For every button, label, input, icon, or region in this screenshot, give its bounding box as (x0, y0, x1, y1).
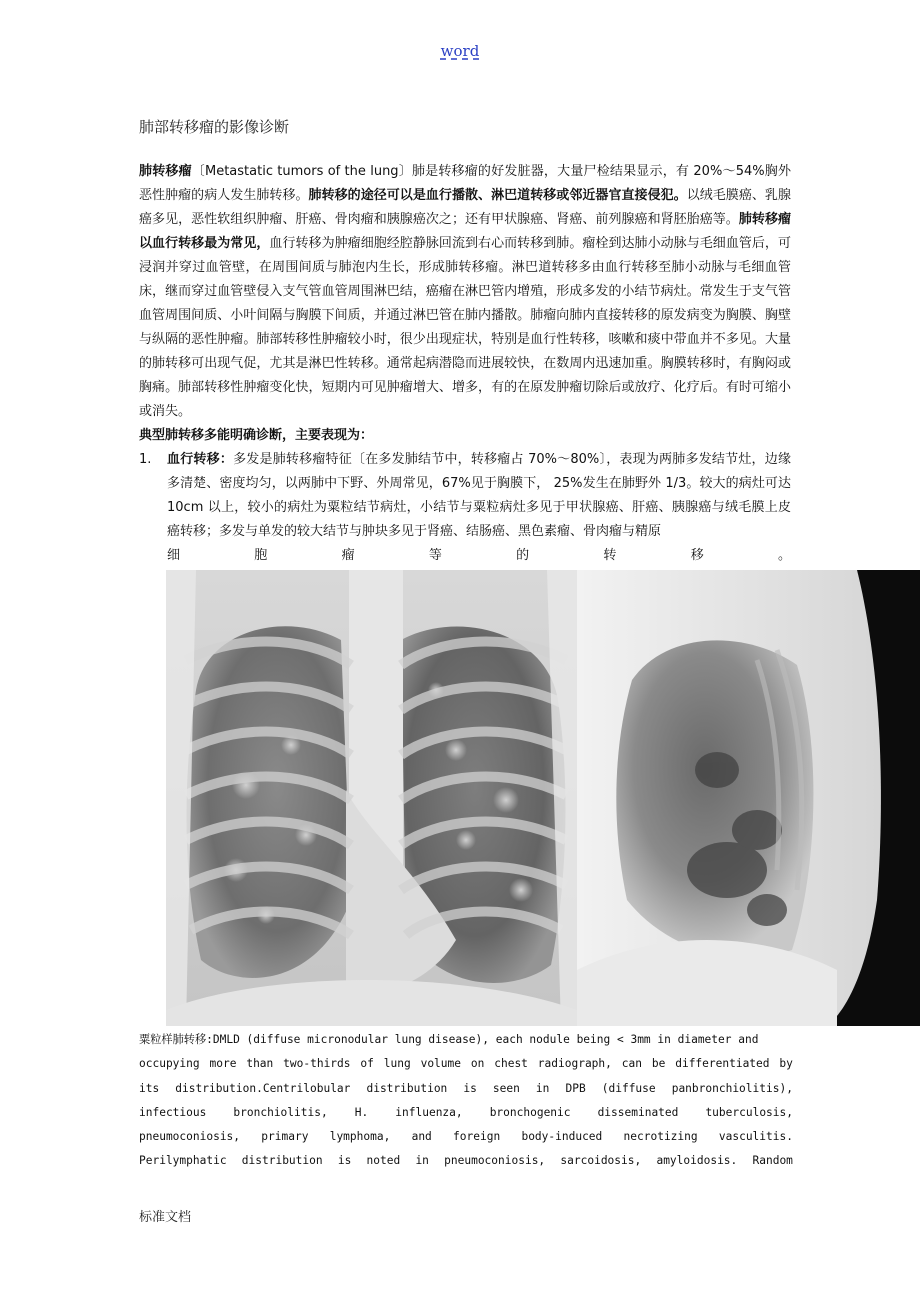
intro-text-1: 肺是转移瘤的好发脏器，大量尸检结果显示，有 20%～54%胸外恶性肿瘤的病人发生肺转移。 (139, 164, 791, 203)
figure-caption (139, 1028, 793, 1174)
xray-figure (166, 570, 920, 1026)
caption-word: vasculitis. (718, 1130, 793, 1144)
lateral-chest-xray-image (577, 570, 920, 1026)
caption-word: by (779, 1057, 793, 1071)
caption-word: foreign (453, 1130, 501, 1144)
caption-word: distribution (366, 1081, 448, 1095)
caption-word: differentiated (675, 1057, 770, 1071)
caption-line (139, 1101, 793, 1125)
list-item-hematogenous (139, 448, 791, 568)
last-line-char: 的 (516, 548, 530, 563)
caption-word: necrotizing (623, 1130, 698, 1144)
intro-text-3: 血行转移为肿瘤细胞经腔静脉回流到右心而转移到肺。瘤栓到达肺小动脉与毛细血管后，可浸润并穿过血管壁，在周围间质与肺泡内生长，形成肺转移瘤。淋巴道转移多由血行转移至肺小动脉与毛细血管床，继而穿过血管壁侵入支气管血管周围淋巴结，癌瘤在淋巴管内增殖，形成多发的小结节病灶。常发生于支气管血管周围间质、小叶间隔与胸膜下间质，并通过淋巴管在肺内播散。肺瘤向肺内直接转移的原发病变为胸膜、胸壁与纵隔的恶性肿瘤。肺部转移性肿瘤较小时，很少出现症状，特别是血行性转移，咳嗽和痰中带血并不多见。大量的肺转移可出现气促，尤其是淋巴性转移。通常起病潜隐而进展较快，在数周内迅速加重。胸膜转移时，有胸闷或胸痛。肺部转移性肿瘤变化快，短期内可见肿瘤增大、增多，有的在原发肿瘤切除后或放疗、化疗后。有时可缩小或消失。 (139, 236, 791, 419)
list-item-last-line (167, 544, 791, 568)
caption-word: bronchogenic (489, 1105, 571, 1119)
intro-text-2: 以绒毛膜癌、乳腺癌多见，恶性软组织肿瘤、肝癌、骨肉瘤和胰腺癌次之；还有甲状腺癌、肾癌、前列腺癌和肾胚胎癌等。 (139, 188, 791, 227)
document-title: 肺部转移瘤的影像诊断 (139, 118, 290, 136)
frontal-chest-xray-image (166, 570, 577, 1026)
caption-word: two-thirds (283, 1057, 351, 1071)
caption-word: in (535, 1081, 550, 1095)
caption-word: amyloidosis. (656, 1154, 738, 1168)
list-item-text (167, 448, 791, 544)
typical-heading (139, 424, 791, 448)
caption-word: disseminated (597, 1105, 679, 1119)
header-word-link[interactable]: word (440, 42, 480, 60)
last-line-char: 移 (690, 548, 704, 563)
caption-word: infectious (139, 1105, 207, 1119)
caption-word: tuberculosis, (705, 1105, 793, 1119)
caption-word: be (651, 1057, 666, 1071)
caption-word: pneumoconiosis, (139, 1130, 241, 1144)
last-line-char: 转 (603, 548, 617, 563)
caption-word: distribution (241, 1154, 323, 1168)
list-number: 1. (139, 452, 152, 467)
intro-bold-1: 肺转移的途径可以是血行播散、淋巴道转移或邻近器官直接侵犯。 (308, 188, 687, 203)
caption-word: body-induced (521, 1130, 603, 1144)
intro-lead-bold: 肺转移瘤 (139, 164, 192, 179)
caption-word: Random (752, 1154, 793, 1168)
intro-bold-2: 肺转移瘤以血行转移最为常见， (139, 212, 791, 251)
caption-word: (diffuse (601, 1081, 656, 1095)
caption-word: occupying (139, 1057, 200, 1071)
last-line-char: 胞 (254, 548, 268, 563)
caption-word: in (415, 1154, 429, 1168)
document-body (139, 160, 791, 568)
caption-word: primary (261, 1130, 309, 1144)
caption-line: 粟粒样肺转移:DMLD (diffuse micronodular lung disease), each nodule being < 3mm in diameter and (139, 1033, 759, 1046)
caption-word: and (411, 1130, 432, 1144)
intro-lead-paren: 〔Metastatic tumors of the lung〕 (191, 164, 412, 179)
caption-word: panbronchiolitis), (671, 1081, 793, 1095)
last-line-char: 瘤 (341, 548, 355, 563)
caption-word: lymphoma, (329, 1130, 391, 1144)
caption-word: is (463, 1081, 477, 1095)
caption-word: sarcoidosis, (560, 1154, 642, 1168)
caption-word: can (621, 1057, 642, 1071)
caption-word: distribution.Centrilobular (175, 1081, 351, 1095)
caption-word: influenza, (395, 1105, 463, 1119)
caption-word: is (337, 1154, 352, 1168)
caption-word: noted (366, 1154, 401, 1168)
caption-word: of (360, 1057, 374, 1071)
caption-word: chest (494, 1057, 528, 1071)
caption-word: lung (383, 1057, 411, 1071)
caption-word: more (209, 1057, 237, 1071)
caption-word: on (470, 1057, 485, 1071)
caption-word: its (139, 1081, 160, 1095)
caption-line (139, 1125, 793, 1149)
footer-label: 标准文档 (139, 1210, 192, 1225)
caption-word: DPB (565, 1081, 586, 1095)
list-item-body: 多发是肺转移瘤特征〔在多发肺结节中，转移瘤占 70%～80%〕，表现为两肺多发结节灶，边缘多清楚、密度均匀，以两肺中下野、外周常见，67%见于胸膜下， 25%发生在肺野外 1/3。较大的病灶可达 10cm 以上，较小的病灶为粟粒结节病灶，小结节与粟粒病灶多见于甲状腺癌、肝癌、胰腺癌与绒毛膜上皮癌转移；多发与单发的较大结节与肿块多见于肾癌、结肠癌、黑色素瘤、骨肉瘤与精原 (167, 452, 791, 539)
caption-word: volume (420, 1057, 461, 1071)
last-line-char: 细 (167, 548, 181, 563)
typical-heading-text: 典型肺转移多能明确诊断，主要表现为： (139, 428, 374, 443)
caption-line (139, 1052, 793, 1076)
last-line-char: 。 (777, 548, 791, 563)
caption-word: radiograph, (537, 1057, 612, 1071)
caption-word: H. (354, 1105, 369, 1119)
intro-paragraph (139, 160, 791, 424)
caption-word: pneumoconiosis, (444, 1154, 546, 1168)
caption-word: seen (492, 1081, 520, 1095)
caption-line (139, 1077, 793, 1101)
caption-word: than (246, 1057, 274, 1071)
caption-line (139, 1149, 793, 1173)
caption-word: bronchiolitis, (233, 1105, 328, 1119)
list-item-label: 血行转移： (167, 452, 234, 467)
caption-word: Perilymphatic (139, 1154, 227, 1168)
last-line-char: 等 (428, 548, 442, 563)
